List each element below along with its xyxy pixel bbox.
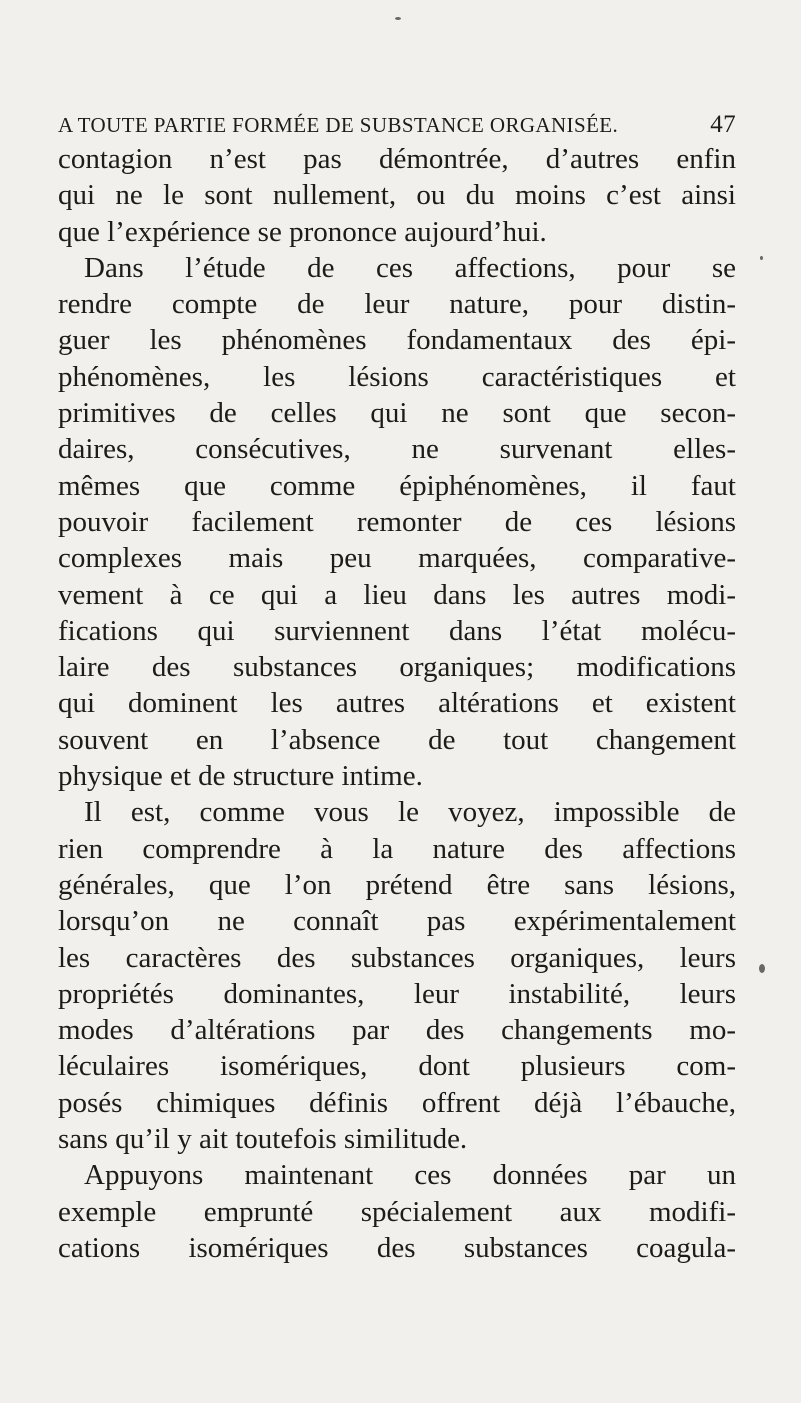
paragraph-start-line: Dans l’étude de ces affections, pour se bbox=[84, 251, 736, 284]
text-line: les caractères des substances organiques, leurs bbox=[58, 941, 736, 974]
paper-speck bbox=[395, 17, 401, 20]
text-line: lorsqu’on ne connaît pas expérimentalement bbox=[58, 905, 736, 938]
page-number: 47 bbox=[710, 111, 736, 138]
text-line: rien comprendre à la nature des affections bbox=[58, 832, 736, 865]
running-head bbox=[58, 103, 736, 143]
paragraph-start-line: Il est, comme vous le voyez, impossible de bbox=[84, 796, 736, 829]
body-text bbox=[58, 141, 736, 1266]
text-line: propriétés dominantes, leur instabilité, leurs bbox=[58, 977, 736, 1010]
paper-speck bbox=[760, 256, 763, 260]
text-line: physique et de structure intime. bbox=[58, 760, 423, 793]
text-line: primitives de celles qui ne sont que secon- bbox=[58, 397, 736, 430]
text-line: rendre compte de leur nature, pour distin- bbox=[58, 288, 736, 321]
text-line: phénomènes, les lésions caractéristiques et bbox=[58, 360, 736, 393]
text-line: guer les phénomènes fondamentaux des épi- bbox=[58, 324, 736, 357]
text-line: pouvoir facilement remonter de ces lésions bbox=[58, 505, 736, 538]
text-line: modes d’altérations par des changements mo- bbox=[58, 1014, 736, 1047]
text-line: léculaires isomériques, dont plusieurs com- bbox=[58, 1050, 736, 1083]
text-line: qui ne le sont nullement, ou du moins c’est ainsi bbox=[58, 179, 736, 212]
paper-speck bbox=[759, 964, 765, 973]
text-line: fications qui surviennent dans l’état molécu- bbox=[58, 614, 736, 647]
text-line: que l’expérience se prononce aujourd’hui. bbox=[58, 215, 547, 248]
text-line: sans qu’il y ait toutefois similitude. bbox=[58, 1123, 468, 1156]
text-line: mêmes que comme épiphénomènes, il faut bbox=[58, 469, 736, 502]
text-line: exemple emprunté spécialement aux modifi- bbox=[58, 1195, 736, 1228]
text-line: daires, consécutives, ne survenant elles- bbox=[58, 433, 736, 466]
text-line: posés chimiques définis offrent déjà l’ébauche, bbox=[58, 1086, 736, 1119]
text-line: vement à ce qui a lieu dans les autres modi- bbox=[58, 578, 736, 611]
running-head-title: A TOUTE PARTIE FORMÉE DE SUBSTANCE ORGANISÉE. bbox=[58, 113, 619, 137]
text-line: générales, que l’on prétend être sans lésions, bbox=[58, 868, 736, 901]
text-line: cations isomériques des substances coagula- bbox=[58, 1231, 736, 1264]
text-line: laire des substances organiques; modifications bbox=[58, 651, 736, 684]
text-line: qui dominent les autres altérations et existent bbox=[58, 687, 736, 720]
text-line: souvent en l’absence de tout changement bbox=[58, 723, 736, 756]
paragraph-start-line: Appuyons maintenant ces données par un bbox=[84, 1159, 736, 1192]
text-line: complexes mais peu marquées, comparative- bbox=[58, 542, 736, 575]
text-line: contagion n’est pas démontrée, d’autres enfin bbox=[58, 143, 736, 175]
